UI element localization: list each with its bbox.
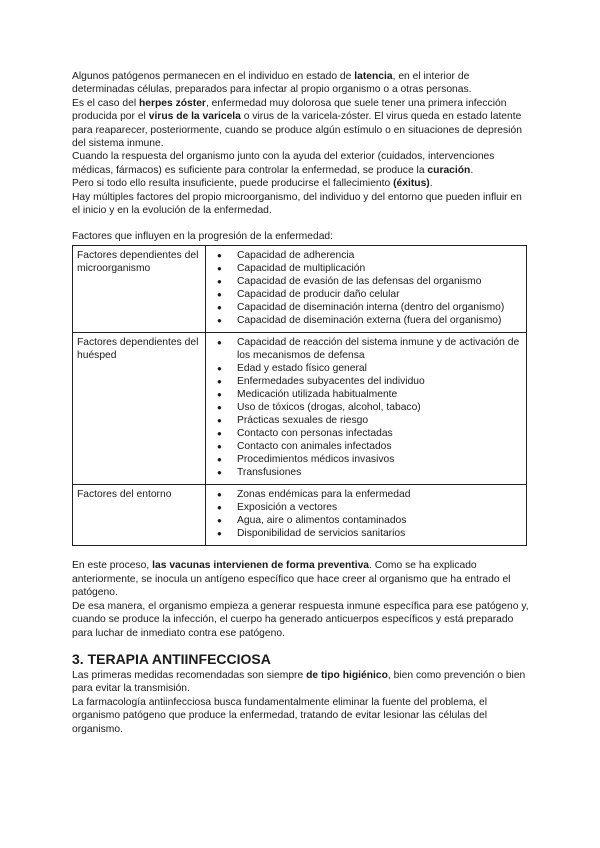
table-row [73,333,527,485]
bold-text: (éxitus) [393,178,430,190]
factors-table [72,245,527,546]
intro-section [72,70,532,217]
list-item: ● Capacidad de reacción del sistema inmune y de activación de los mecanismos de defensa [210,336,522,362]
factor-list [210,488,522,540]
paragraph [72,97,532,151]
list-item: ● Capacidad de multiplicación [210,262,522,275]
paragraph [72,150,532,177]
text-run: o virus de la varicela-zóster. El virus queda en estado latente para reaparecer, posteriormente, cuando se produce algún estímulo o en situaciones de depresión del sistema inmune. [72,111,522,150]
list-item: ● Zonas endémicas para la enfermedad [210,488,522,501]
factor-list [210,249,522,327]
factor-list-cell [206,485,527,546]
factor-list [210,336,522,479]
text-run: De esa manera, el organismo empieza a generar respuesta inmune específica para ese patógeno y, cuando se produce la infección, el cuerpo ha generado anticuerpos específicos y está preparado para luchar de inmediato contra ese patógeno. [72,600,529,639]
list-item: ● Capacidad de diseminación externa (fuera del organismo) [210,314,522,327]
paragraph [72,177,532,190]
factor-category: Factores dependientes del microorganismo [73,246,206,333]
vaccines-section [72,559,532,639]
paragraph [72,191,532,218]
text-run: . Como se ha explicado anteriormente, se inocula un antígeno específico que hace creer al organismo que ha entrado el patógeno. [72,560,511,599]
factor-category: Factores dependientes del huésped [73,333,206,485]
text-run: En este proceso, [72,560,153,572]
table-row [73,485,527,546]
text-run: , bien como prevención o bien para evitar la transmisión. [72,669,526,695]
spacer [72,546,532,559]
paragraph [72,70,532,97]
list-item: ● Enfermedades subyacentes del individuo [210,375,522,388]
list-item: ● Capacidad de evasión de las defensas del organismo [210,275,522,288]
table-row [73,246,527,333]
list-item: ● Capacidad de adherencia [210,249,522,262]
list-item: ● Procedimientos médicos invasivos [210,453,522,466]
text-run: Pero si todo ello resulta insuficiente, puede producirse el fallecimiento [72,178,394,190]
text-run: , enfermedad muy dolorosa que suele tener una primera infección producida por el [72,97,507,123]
section-heading: 3. TERAPIA ANTIINFECCIOSA [72,650,271,667]
list-item: ● Contacto con animales infectados [210,440,522,453]
spacer [72,217,532,230]
list-item: ● Prácticas sexuales de riesgo [210,414,522,427]
list-item: ● Edad y estado físico general [210,362,522,375]
text-run: Hay múltiples factores del propio microorganismo, del individuo y del entorno que pueden influir en el inicio y en la evolución de la enfermedad. [72,191,522,217]
paragraph [72,559,532,599]
list-item: ● Disponibilidad de servicios sanitarios [210,527,522,540]
therapy-section [72,669,532,736]
bold-text: virus de la varicela [148,111,241,123]
list-item: ● Uso de tóxicos (drogas, alcohol, tabaco) [210,401,522,414]
bold-text: herpes zóster [138,97,206,109]
text-run: Cuando la respuesta del organismo junto con la ayuda del exterior (cuidados, intervenciones médicas, fármacos) es suficiente para controlar la enfermedad, se produce la [72,151,495,176]
list-item: ● Agua, aire o alimentos contaminados [210,514,522,527]
factor-category: Factores del entorno [73,485,206,546]
factor-list-cell [206,333,527,485]
text-run: . [470,164,474,176]
text-run: La farmacología antiinfecciosa busca fundamentalmente eliminar la fuente del problema, el organismo patógeno que produce la enfermedad, tratando de evitar lesionar las células del organismo. [72,696,488,735]
bold-text: curación [427,164,471,176]
text-run: . [429,178,433,190]
bold-text: las vacunas intervienen de forma preventiva [152,560,370,572]
list-item: ● Capacidad de producir daño celular [210,288,522,301]
text-run: Algunos patógenos permanecen en el individuo en estado de [72,71,355,82]
paragraph [72,669,532,696]
list-item: ● Capacidad de diseminación interna (dentro del organismo) [210,301,522,314]
text-run: Es el caso del [72,97,139,109]
bold-text: latencia [354,71,393,82]
table-caption: Factores que influyen en la progresión de la enfermedad: [72,231,334,243]
text-run: , en el interior de determinadas células, preparados para infectar al propio organismo o a otras personas. [72,71,472,96]
list-item: ● Transfusiones [210,466,522,479]
list-item: ● Contacto con personas infectadas [210,427,522,440]
text-run: Las primeras medidas recomendadas son siempre [72,669,307,681]
list-item: ● Medicación utilizada habitualmente [210,388,522,401]
factor-list-cell [206,246,527,333]
paragraph [72,696,532,736]
list-item: ● Exposición a vectores [210,501,522,514]
document-page [72,70,532,736]
paragraph [72,600,532,640]
bold-text: de tipo higiénico [306,669,388,681]
